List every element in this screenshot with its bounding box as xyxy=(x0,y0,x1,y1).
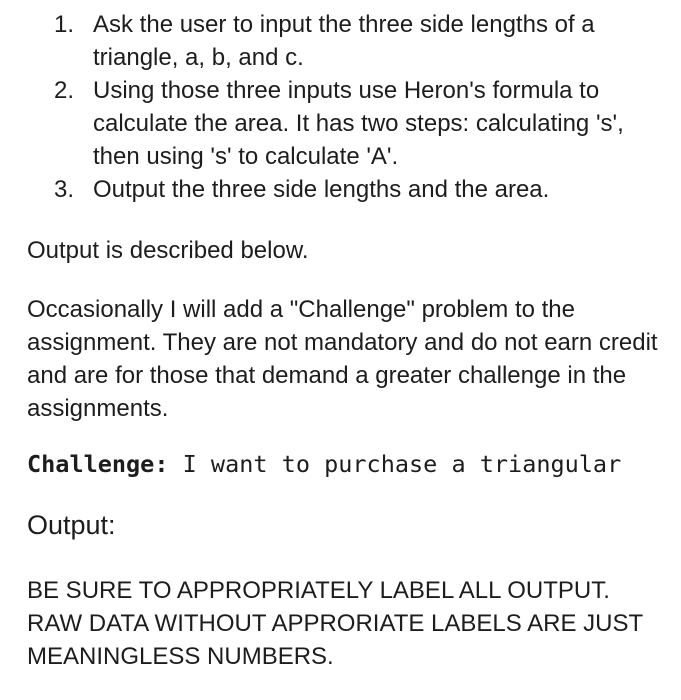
output-heading: Output: xyxy=(27,510,116,540)
list-item-number: 3. xyxy=(54,176,75,203)
list-item xyxy=(27,8,667,74)
list-item-text: Output the three side lengths and the area. xyxy=(93,176,550,203)
list-item-number: 2. xyxy=(54,77,75,104)
output-described-paragraph: Output is described below. xyxy=(27,237,309,264)
list-item-text: Ask the user to input the three side lengths of a triangle, a, b, and c. xyxy=(93,11,595,71)
list-item xyxy=(27,173,667,206)
steps-list xyxy=(27,8,667,206)
challenge-info-paragraph: Occasionally I will add a "Challenge" problem to the assignment. They are not mandatory and do not earn credit and are for those that demand a greater challenge in the assignments. xyxy=(27,296,658,422)
list-item xyxy=(27,74,667,173)
document-body xyxy=(27,0,667,673)
list-item-number: 1. xyxy=(54,11,75,38)
label-note-paragraph: BE SURE TO APPROPRIATELY LABEL ALL OUTPUT. RAW DATA WITHOUT APPRORIATE LABELS ARE JUST MEANINGLESS NUMBERS. xyxy=(27,577,643,670)
challenge-code-line xyxy=(27,448,680,481)
list-item-text: Using those three inputs use Heron's formula to calculate the area. It has two steps: calculating 's', then using 's' to calculate 'A'. xyxy=(93,77,624,170)
challenge-label: Challenge: xyxy=(27,450,169,478)
challenge-text: I want to purchase a triangular xyxy=(168,450,622,478)
